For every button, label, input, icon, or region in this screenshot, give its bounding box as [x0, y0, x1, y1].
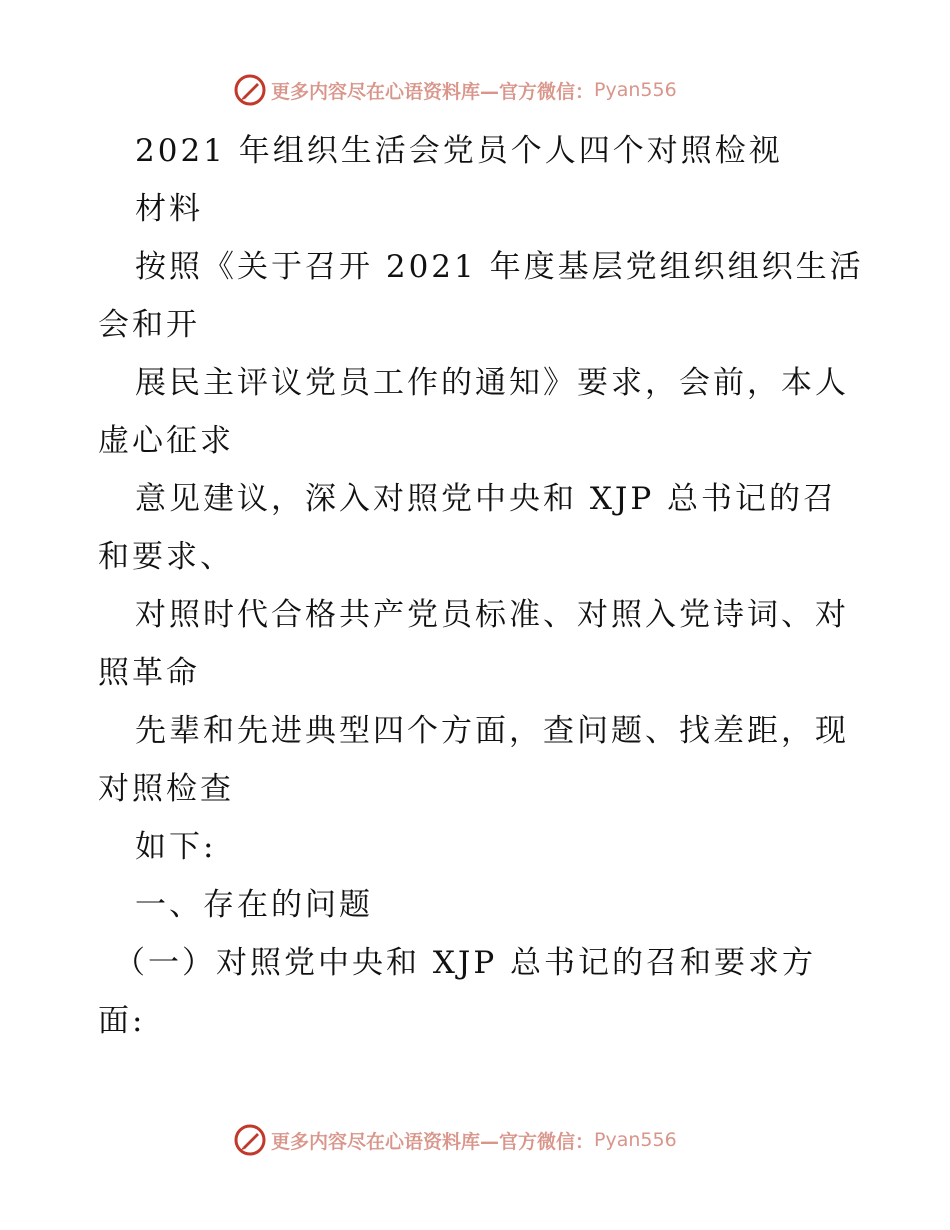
doc-paragraph-line: 按照《关于召开 2021 年度基层党组织组织生活	[135, 249, 864, 285]
doc-section-heading: 一、存在的问题	[135, 887, 373, 923]
doc-subsection-heading-cont: 面:	[98, 1003, 146, 1039]
watermark-text: 更多内容尽在心语资料库—	[271, 1130, 500, 1153]
doc-paragraph-line: 照革命	[98, 655, 200, 691]
watermark-wechat-id: Pyan556	[594, 79, 677, 101]
watermark-text: 更多内容尽在心语资料库—	[271, 80, 500, 103]
footer-watermark	[233, 1123, 677, 1157]
watermark-wechat-label: 官方微信：	[499, 80, 595, 103]
doc-paragraph-line: 会和开	[98, 307, 200, 343]
doc-paragraph-line: 如下:	[135, 829, 217, 865]
doc-paragraph-line: 虚心征求	[98, 423, 234, 459]
watermark-wechat-id: Pyan556	[594, 1129, 677, 1151]
watermark-wechat-label: 官方微信：	[499, 1130, 595, 1153]
doc-subsection-heading: （一）对照党中央和 XJP 总书记的召和要求方	[114, 945, 817, 981]
doc-paragraph-line: 和要求、	[98, 539, 234, 575]
doc-title-line-1: 2021 年组织生活会党员个人四个对照检视	[135, 133, 783, 169]
doc-paragraph-line: 先辈和先进典型四个方面，查问题、找差距，现	[135, 713, 849, 749]
pen-logo-icon	[233, 1123, 267, 1157]
doc-paragraph-line: 对照时代合格共产党员标准、对照入党诗词、对	[135, 597, 849, 633]
doc-title-line-2: 材料	[135, 191, 203, 227]
doc-paragraph-line: 意见建议，深入对照党中央和 XJP 总书记的召	[135, 481, 838, 517]
header-watermark	[233, 73, 677, 107]
doc-paragraph-line: 对照检查	[98, 771, 234, 807]
document-body	[98, 122, 864, 1050]
pen-logo-icon	[233, 73, 267, 107]
doc-paragraph-line: 展民主评议党员工作的通知》要求，会前，本人	[135, 365, 849, 401]
